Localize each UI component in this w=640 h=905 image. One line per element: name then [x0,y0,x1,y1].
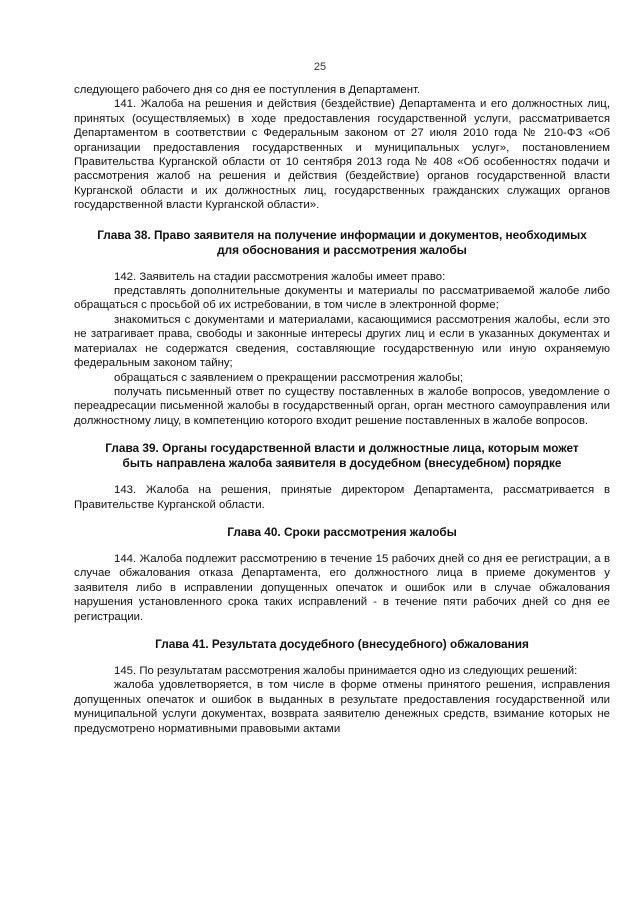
paragraph-142-item-3: обращаться с заявлением о прекращении рассмотрения жалобы; [114,371,464,384]
paragraph-145-item-1: жалоба удовлетворяется, в том числе в форме отмены принятого решения, исправления допущенных опечаток и ошибок в выданных в результате предоставления государственной или муниципальной услуги документах, возврата заявителю денежных средств, взимание которых не предусмотрено нормативными правовыми актами [74,679,610,735]
heading-chapter-38: Глава 38. Право заявителя на получение информации и документов, необходимых для обоснования и рассмотрения жалобы [97,227,587,257]
paragraph-142-item-2: знакомиться с документами и материалами, касающимися рассмотрения жалобы, если это не затрагивает права, свободы и законные интересы других лиц и если в указанных документах и материалах не содержатся сведения, составляющие государственную или иную охраняемую федеральным законом тайну; [74,313,610,370]
paragraph-142-item-4: получать письменный ответ по существу поставленных в жалобе вопросов, уведомление о переадресации письменной жалобы в государственный орган, орган местного самоуправления или должностному лицу, в компетенцию которого входит решение поставленных в жалобе вопросов. [74,385,610,427]
paragraph-142-intro: 142. Заявитель на стадии рассмотрения жалобы имеет право: [114,270,446,283]
paragraph-144: 144. Жалоба подлежит рассмотрению в течение 15 рабочих дней со дня ее регистрации, а в случае обжалования отказа Департамента, его должностного лица в приеме документов у заявителя либо в исправлении допущенных опечаток и ошибок или в случае обжалования нарушения установленного срока таких исправлений - в течение пяти рабочих дней со дня ее регистрации. [74,552,610,623]
paragraph-141: 141. Жалоба на решения и действия (бездействие) Департамента и его должностных лиц, принятых (осуществляемых) в ходе предоставления государственной услуги, рассматривается Департаментом в соответствии с Федеральным законом от 27 июля 2010 года № 210-ФЗ «Об организации предоставления государственных и муниципальных услуг», постановлением Правительства Курганской области от 10 сентября 2013 года № 408 «Об особенностях подачи и рассмотрения жалоб на решения и действия (бездействие) органов государственной власти Курганской области и их должностных лиц, государственных гражданских служащих органов государственной власти Курганской области». [74,98,610,212]
paragraph-142-item-1: представлять дополнительные документы и материалы по рассматриваемой жалобе либо обращаться с просьбой об их истребовании, в том числе в электронной форме; [74,285,610,312]
heading-chapter-41: Глава 41. Результата досудебного (внесудебного) обжалования [155,636,529,651]
heading-chapter-40: Глава 40. Сроки рассмотрения жалобы [227,524,457,539]
paragraph-143: 143. Жалоба на решения, принятые директором Департамента, рассматривается в Правительстве Курганской области. [74,484,610,511]
lead-paragraph: следующего рабочего дня со дня ее поступления в Департамент. [74,84,421,96]
heading-chapter-39: Глава 39. Органы государственной власти и должностные лица, которым может быть направлена жалоба заявителя в досудебном (внесудебном) порядке [105,441,579,471]
page-number: 25 [313,61,327,73]
document-body [74,83,610,736]
paragraph-145-intro: 145. По результатам рассмотрения жалобы принимается одно из следующих решений: [114,664,578,677]
